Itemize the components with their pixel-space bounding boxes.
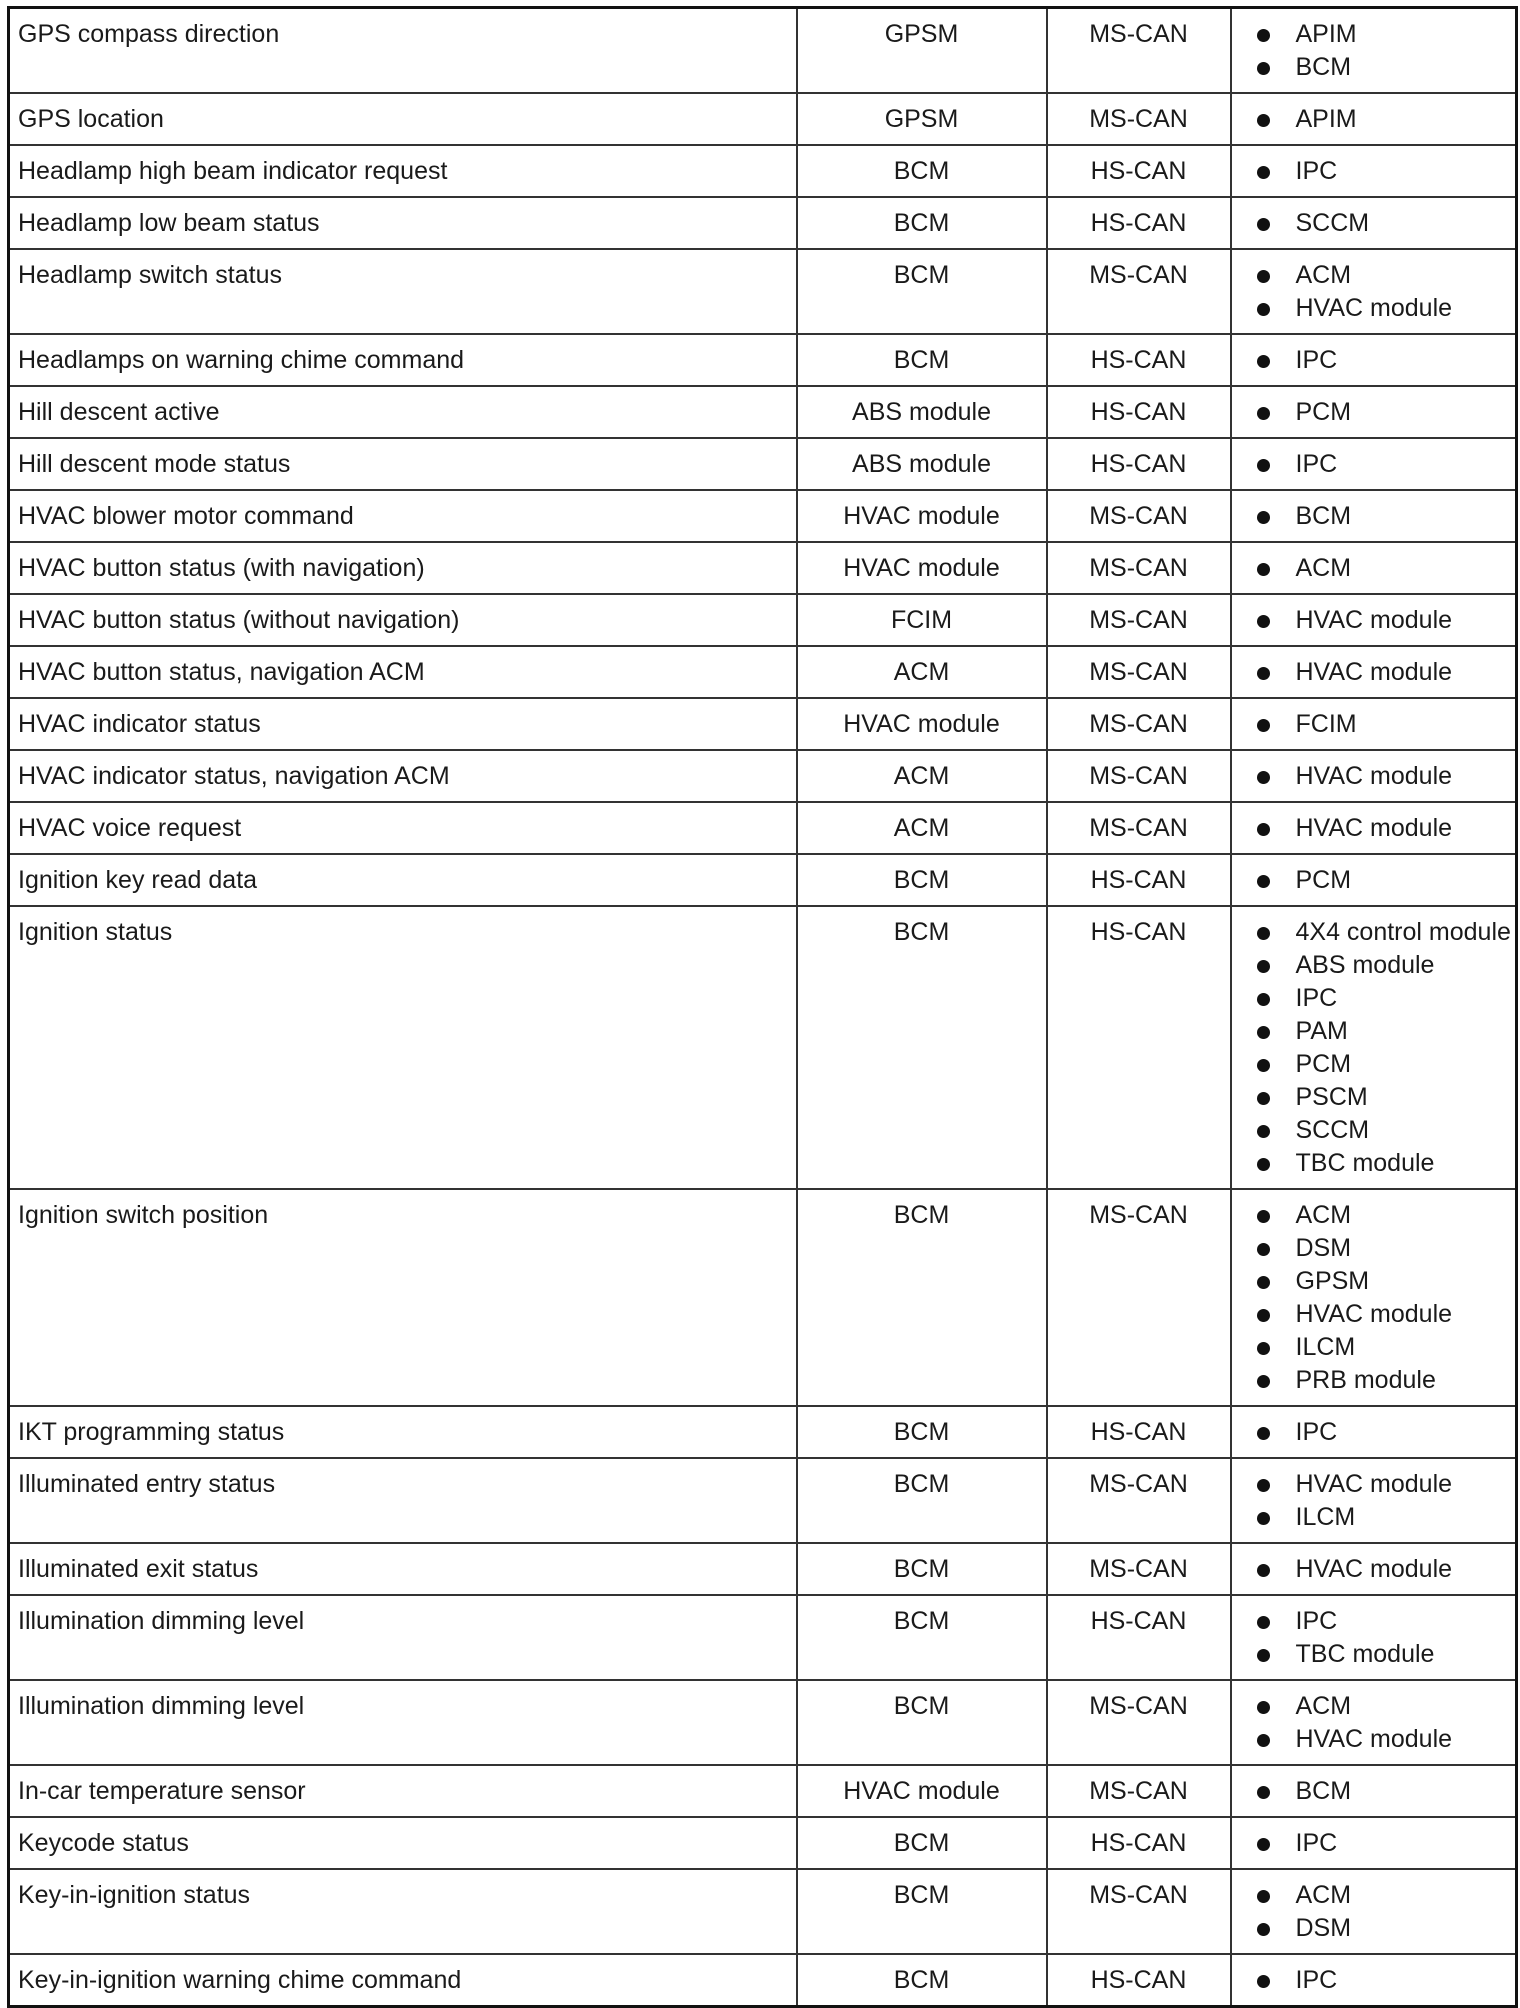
signal-name-cell: GPS location bbox=[9, 93, 797, 145]
signal-name-cell: Key-in-ignition status bbox=[9, 1869, 797, 1954]
receiver-label: DSM bbox=[1295, 1234, 1352, 1262]
network-cell: HS-CAN bbox=[1047, 386, 1231, 438]
network-cell: MS-CAN bbox=[1047, 1543, 1231, 1595]
receiver-list-item bbox=[1240, 1468, 1508, 1501]
receiver-list-item bbox=[1240, 396, 1508, 429]
receiver-label: IPC bbox=[1295, 450, 1338, 478]
transmitting-module-cell: HVAC module bbox=[797, 698, 1047, 750]
receiver-label: IPC bbox=[1295, 1829, 1338, 1857]
receiver-label: PSCM bbox=[1295, 1083, 1368, 1111]
receiver-list-item bbox=[1240, 1638, 1508, 1671]
table-row bbox=[9, 490, 1517, 542]
bullet-icon bbox=[1257, 166, 1270, 179]
receiver-list bbox=[1240, 1964, 1508, 1997]
receiver-label: TBC module bbox=[1295, 1640, 1435, 1668]
receiver-label: ILCM bbox=[1295, 1503, 1356, 1531]
transmitting-module-cell: ABS module bbox=[797, 386, 1047, 438]
network-cell: HS-CAN bbox=[1047, 334, 1231, 386]
receiving-modules-cell bbox=[1231, 1817, 1517, 1869]
network-cell: MS-CAN bbox=[1047, 1458, 1231, 1543]
receiver-list bbox=[1240, 500, 1508, 533]
table-row bbox=[9, 1869, 1517, 1954]
receiver-label: IPC bbox=[1295, 157, 1338, 185]
table-row bbox=[9, 197, 1517, 249]
bullet-icon bbox=[1257, 1243, 1270, 1256]
receiver-list bbox=[1240, 344, 1508, 377]
receiver-label: BCM bbox=[1295, 53, 1352, 81]
signal-name-cell: Headlamp switch status bbox=[9, 249, 797, 334]
receiver-label: ACM bbox=[1295, 1692, 1352, 1720]
network-cell: HS-CAN bbox=[1047, 1406, 1231, 1458]
table-row bbox=[9, 438, 1517, 490]
signal-name-cell: Headlamp high beam indicator request bbox=[9, 145, 797, 197]
transmitting-module-cell: HVAC module bbox=[797, 490, 1047, 542]
table-row bbox=[9, 93, 1517, 145]
receiver-list bbox=[1240, 708, 1508, 741]
transmitting-module-cell: GPSM bbox=[797, 93, 1047, 145]
bullet-icon bbox=[1257, 960, 1270, 973]
receiving-modules-cell bbox=[1231, 197, 1517, 249]
receiver-list-item bbox=[1240, 1232, 1508, 1265]
receiver-label: HVAC module bbox=[1295, 814, 1453, 842]
receiver-list-item bbox=[1240, 1147, 1508, 1180]
receiving-modules-cell bbox=[1231, 438, 1517, 490]
bullet-icon bbox=[1257, 927, 1270, 940]
network-cell: HS-CAN bbox=[1047, 906, 1231, 1189]
receiver-list bbox=[1240, 1468, 1508, 1534]
receiver-label: HVAC module bbox=[1295, 294, 1453, 322]
receiver-label: SCCM bbox=[1295, 1116, 1370, 1144]
bullet-icon bbox=[1257, 1059, 1270, 1072]
transmitting-module-cell: BCM bbox=[797, 1406, 1047, 1458]
table-row bbox=[9, 1595, 1517, 1680]
receiving-modules-cell bbox=[1231, 1869, 1517, 1954]
bullet-icon bbox=[1257, 1838, 1270, 1851]
receiver-label: IPC bbox=[1295, 1607, 1338, 1635]
transmitting-module-cell: BCM bbox=[797, 334, 1047, 386]
document-page bbox=[7, 6, 1515, 2008]
bullet-icon bbox=[1257, 993, 1270, 1006]
receiver-label: APIM bbox=[1295, 105, 1357, 133]
receiving-modules-cell bbox=[1231, 1765, 1517, 1817]
receiver-list-item bbox=[1240, 1827, 1508, 1860]
receiver-list-item bbox=[1240, 1723, 1508, 1756]
transmitting-module-cell: BCM bbox=[797, 1458, 1047, 1543]
signal-name-cell: Hill descent mode status bbox=[9, 438, 797, 490]
table-row bbox=[9, 1817, 1517, 1869]
signal-name-cell: Keycode status bbox=[9, 1817, 797, 1869]
network-cell: MS-CAN bbox=[1047, 594, 1231, 646]
transmitting-module-cell: BCM bbox=[797, 1189, 1047, 1406]
bullet-icon bbox=[1257, 1701, 1270, 1714]
receiver-list bbox=[1240, 259, 1508, 325]
signal-name-cell: Ignition switch position bbox=[9, 1189, 797, 1406]
receiver-label: GPSM bbox=[1295, 1267, 1370, 1295]
receiver-list-item bbox=[1240, 103, 1508, 136]
network-cell: MS-CAN bbox=[1047, 1765, 1231, 1817]
table-row bbox=[9, 1458, 1517, 1543]
bullet-icon bbox=[1257, 1512, 1270, 1525]
transmitting-module-cell: FCIM bbox=[797, 594, 1047, 646]
receiver-list-item bbox=[1240, 1605, 1508, 1638]
bullet-icon bbox=[1257, 1092, 1270, 1105]
receiver-list-item bbox=[1240, 1081, 1508, 1114]
receiver-list-item bbox=[1240, 760, 1508, 793]
signal-name-cell: GPS compass direction bbox=[9, 8, 797, 94]
receiver-list bbox=[1240, 1775, 1508, 1808]
receiver-list-item bbox=[1240, 864, 1508, 897]
receiver-label: ACM bbox=[1295, 261, 1352, 289]
bullet-icon bbox=[1257, 1309, 1270, 1322]
receiver-label: IPC bbox=[1295, 1418, 1338, 1446]
network-cell: HS-CAN bbox=[1047, 1817, 1231, 1869]
receiving-modules-cell bbox=[1231, 542, 1517, 594]
bullet-icon bbox=[1257, 667, 1270, 680]
signal-name-cell: Illumination dimming level bbox=[9, 1680, 797, 1765]
receiving-modules-cell bbox=[1231, 145, 1517, 197]
bullet-icon bbox=[1257, 1975, 1270, 1988]
network-cell: MS-CAN bbox=[1047, 542, 1231, 594]
receiver-label: HVAC module bbox=[1295, 1725, 1453, 1753]
receiver-list bbox=[1240, 396, 1508, 429]
signal-name-cell: Hill descent active bbox=[9, 386, 797, 438]
receiver-list-item bbox=[1240, 1964, 1508, 1997]
receiver-list-item bbox=[1240, 1364, 1508, 1397]
receiver-label: ACM bbox=[1295, 554, 1352, 582]
table-row bbox=[9, 750, 1517, 802]
table-row bbox=[9, 698, 1517, 750]
bullet-icon bbox=[1257, 1276, 1270, 1289]
receiver-list bbox=[1240, 155, 1508, 188]
table-row bbox=[9, 1680, 1517, 1765]
network-cell: HS-CAN bbox=[1047, 197, 1231, 249]
receiver-list-item bbox=[1240, 1199, 1508, 1232]
table-row bbox=[9, 802, 1517, 854]
receiving-modules-cell bbox=[1231, 1595, 1517, 1680]
network-cell: MS-CAN bbox=[1047, 1189, 1231, 1406]
receiver-label: HVAC module bbox=[1295, 606, 1453, 634]
receiver-label: PAM bbox=[1295, 1017, 1348, 1045]
bullet-icon bbox=[1257, 615, 1270, 628]
transmitting-module-cell: BCM bbox=[797, 1680, 1047, 1765]
receiver-list-item bbox=[1240, 1553, 1508, 1586]
transmitting-module-cell: ACM bbox=[797, 802, 1047, 854]
bullet-icon bbox=[1257, 114, 1270, 127]
receiving-modules-cell bbox=[1231, 1189, 1517, 1406]
receiver-list-item bbox=[1240, 1416, 1508, 1449]
signal-name-cell: Ignition key read data bbox=[9, 854, 797, 906]
receiver-list-item bbox=[1240, 1048, 1508, 1081]
signal-name-cell: Illuminated exit status bbox=[9, 1543, 797, 1595]
signal-name-cell: HVAC indicator status, navigation ACM bbox=[9, 750, 797, 802]
receiver-list bbox=[1240, 1605, 1508, 1671]
receiving-modules-cell bbox=[1231, 646, 1517, 698]
receiver-label: PCM bbox=[1295, 866, 1352, 894]
table-row bbox=[9, 906, 1517, 1189]
receiver-list-item bbox=[1240, 1912, 1508, 1945]
transmitting-module-cell: BCM bbox=[797, 1543, 1047, 1595]
bullet-icon bbox=[1257, 1890, 1270, 1903]
receiver-list-item bbox=[1240, 18, 1508, 51]
table-row bbox=[9, 334, 1517, 386]
network-message-table bbox=[7, 6, 1518, 2008]
receiver-list-item bbox=[1240, 1015, 1508, 1048]
bullet-icon bbox=[1257, 62, 1270, 75]
network-cell: MS-CAN bbox=[1047, 490, 1231, 542]
receiver-list-item bbox=[1240, 1114, 1508, 1147]
transmitting-module-cell: BCM bbox=[797, 906, 1047, 1189]
receiver-list-item bbox=[1240, 604, 1508, 637]
bullet-icon bbox=[1257, 719, 1270, 732]
receiver-label: ILCM bbox=[1295, 1333, 1356, 1361]
receiver-label: ACM bbox=[1295, 1881, 1352, 1909]
bullet-icon bbox=[1257, 875, 1270, 888]
bullet-icon bbox=[1257, 270, 1270, 283]
receiver-label: HVAC module bbox=[1295, 658, 1453, 686]
network-cell: HS-CAN bbox=[1047, 438, 1231, 490]
signal-name-cell: HVAC button status (without navigation) bbox=[9, 594, 797, 646]
bullet-icon bbox=[1257, 1564, 1270, 1577]
receiver-label: IPC bbox=[1295, 346, 1338, 374]
bullet-icon bbox=[1257, 1649, 1270, 1662]
bullet-icon bbox=[1257, 1734, 1270, 1747]
bullet-icon bbox=[1257, 1342, 1270, 1355]
receiver-list-item bbox=[1240, 1690, 1508, 1723]
bullet-icon bbox=[1257, 355, 1270, 368]
receiver-list-item bbox=[1240, 1298, 1508, 1331]
receiver-label: HVAC module bbox=[1295, 1555, 1453, 1583]
receiving-modules-cell bbox=[1231, 854, 1517, 906]
signal-name-cell: Illumination dimming level bbox=[9, 1595, 797, 1680]
receiver-label: ABS module bbox=[1295, 951, 1435, 979]
receiver-label: HVAC module bbox=[1295, 762, 1453, 790]
bullet-icon bbox=[1257, 1427, 1270, 1440]
receiver-list bbox=[1240, 1416, 1508, 1449]
receiving-modules-cell bbox=[1231, 1680, 1517, 1765]
receiver-label: FCIM bbox=[1295, 710, 1357, 738]
receiver-list bbox=[1240, 1827, 1508, 1860]
signal-name-cell: Key-in-ignition warning chime command bbox=[9, 1954, 797, 2007]
table-row bbox=[9, 386, 1517, 438]
bullet-icon bbox=[1257, 511, 1270, 524]
transmitting-module-cell: BCM bbox=[797, 1954, 1047, 2007]
bullet-icon bbox=[1257, 1479, 1270, 1492]
receiver-list bbox=[1240, 1690, 1508, 1756]
signal-name-cell: HVAC button status, navigation ACM bbox=[9, 646, 797, 698]
receiver-label: HVAC module bbox=[1295, 1300, 1453, 1328]
receiver-label: PCM bbox=[1295, 398, 1352, 426]
signal-name-cell: IKT programming status bbox=[9, 1406, 797, 1458]
bullet-icon bbox=[1257, 29, 1270, 42]
receiver-list bbox=[1240, 1553, 1508, 1586]
bullet-icon bbox=[1257, 1923, 1270, 1936]
receiving-modules-cell bbox=[1231, 1406, 1517, 1458]
bullet-icon bbox=[1257, 563, 1270, 576]
receiving-modules-cell bbox=[1231, 802, 1517, 854]
receiver-list-item bbox=[1240, 207, 1508, 240]
signal-name-cell: In-car temperature sensor bbox=[9, 1765, 797, 1817]
transmitting-module-cell: ACM bbox=[797, 646, 1047, 698]
bullet-icon bbox=[1257, 1786, 1270, 1799]
receiver-label: APIM bbox=[1295, 20, 1357, 48]
receiver-list-item bbox=[1240, 1331, 1508, 1364]
receiving-modules-cell bbox=[1231, 906, 1517, 1189]
receiver-list bbox=[1240, 207, 1508, 240]
signal-name-cell: HVAC button status (with navigation) bbox=[9, 542, 797, 594]
table-row bbox=[9, 1189, 1517, 1406]
transmitting-module-cell: HVAC module bbox=[797, 542, 1047, 594]
network-cell: MS-CAN bbox=[1047, 646, 1231, 698]
network-cell: HS-CAN bbox=[1047, 145, 1231, 197]
transmitting-module-cell: GPSM bbox=[797, 8, 1047, 94]
bullet-icon bbox=[1257, 407, 1270, 420]
receiver-list bbox=[1240, 448, 1508, 481]
signal-name-cell: Headlamp low beam status bbox=[9, 197, 797, 249]
receiver-list bbox=[1240, 1199, 1508, 1397]
signal-name-cell: HVAC blower motor command bbox=[9, 490, 797, 542]
table-body bbox=[9, 8, 1517, 2007]
transmitting-module-cell: HVAC module bbox=[797, 1765, 1047, 1817]
bullet-icon bbox=[1257, 771, 1270, 784]
receiver-list-item bbox=[1240, 155, 1508, 188]
receiver-list-item bbox=[1240, 259, 1508, 292]
network-cell: MS-CAN bbox=[1047, 8, 1231, 94]
bullet-icon bbox=[1257, 1210, 1270, 1223]
receiver-label: SCCM bbox=[1295, 209, 1370, 237]
table-row bbox=[9, 542, 1517, 594]
receiving-modules-cell bbox=[1231, 8, 1517, 94]
transmitting-module-cell: ABS module bbox=[797, 438, 1047, 490]
transmitting-module-cell: BCM bbox=[797, 145, 1047, 197]
receiver-list-item bbox=[1240, 656, 1508, 689]
receiving-modules-cell bbox=[1231, 1954, 1517, 2007]
receiver-list bbox=[1240, 760, 1508, 793]
bullet-icon bbox=[1257, 1125, 1270, 1138]
transmitting-module-cell: BCM bbox=[797, 197, 1047, 249]
receiver-list-item bbox=[1240, 949, 1508, 982]
receiving-modules-cell bbox=[1231, 1458, 1517, 1543]
network-cell: MS-CAN bbox=[1047, 802, 1231, 854]
transmitting-module-cell: BCM bbox=[797, 1869, 1047, 1954]
receiver-label: HVAC module bbox=[1295, 1470, 1453, 1498]
receiver-list bbox=[1240, 1879, 1508, 1945]
network-cell: HS-CAN bbox=[1047, 1954, 1231, 2007]
receiving-modules-cell bbox=[1231, 93, 1517, 145]
receiver-list-item bbox=[1240, 1265, 1508, 1298]
receiver-list-item bbox=[1240, 552, 1508, 585]
signal-name-cell: HVAC voice request bbox=[9, 802, 797, 854]
signal-name-cell: Ignition status bbox=[9, 906, 797, 1189]
table-row bbox=[9, 1543, 1517, 1595]
bullet-icon bbox=[1257, 459, 1270, 472]
receiver-label: 4X4 control module bbox=[1295, 918, 1511, 946]
receiver-list bbox=[1240, 812, 1508, 845]
receiver-list-item bbox=[1240, 500, 1508, 533]
receiver-label: BCM bbox=[1295, 502, 1352, 530]
transmitting-module-cell: BCM bbox=[797, 1817, 1047, 1869]
receiver-list bbox=[1240, 604, 1508, 637]
receiver-list bbox=[1240, 656, 1508, 689]
transmitting-module-cell: ACM bbox=[797, 750, 1047, 802]
signal-name-cell: HVAC indicator status bbox=[9, 698, 797, 750]
transmitting-module-cell: BCM bbox=[797, 854, 1047, 906]
receiver-list-item bbox=[1240, 51, 1508, 84]
receiver-label: PRB module bbox=[1295, 1366, 1436, 1394]
table-row bbox=[9, 1954, 1517, 2007]
receiving-modules-cell bbox=[1231, 249, 1517, 334]
signal-name-cell: Illuminated entry status bbox=[9, 1458, 797, 1543]
bullet-icon bbox=[1257, 218, 1270, 231]
table-row bbox=[9, 854, 1517, 906]
network-cell: MS-CAN bbox=[1047, 249, 1231, 334]
receiver-list-item bbox=[1240, 982, 1508, 1015]
network-cell: MS-CAN bbox=[1047, 698, 1231, 750]
receiving-modules-cell bbox=[1231, 750, 1517, 802]
receiving-modules-cell bbox=[1231, 594, 1517, 646]
receiver-list bbox=[1240, 103, 1508, 136]
receiver-list bbox=[1240, 864, 1508, 897]
network-cell: MS-CAN bbox=[1047, 750, 1231, 802]
receiver-list-item bbox=[1240, 812, 1508, 845]
signal-name-cell: Headlamps on warning chime command bbox=[9, 334, 797, 386]
bullet-icon bbox=[1257, 1375, 1270, 1388]
receiver-label: IPC bbox=[1295, 1966, 1338, 1994]
transmitting-module-cell: BCM bbox=[797, 249, 1047, 334]
table-row bbox=[9, 646, 1517, 698]
receiving-modules-cell bbox=[1231, 1543, 1517, 1595]
network-cell: HS-CAN bbox=[1047, 854, 1231, 906]
receiving-modules-cell bbox=[1231, 490, 1517, 542]
receiver-list bbox=[1240, 18, 1508, 84]
receiver-list bbox=[1240, 552, 1508, 585]
receiver-list-item bbox=[1240, 1775, 1508, 1808]
bullet-icon bbox=[1257, 1616, 1270, 1629]
network-cell: MS-CAN bbox=[1047, 93, 1231, 145]
network-cell: MS-CAN bbox=[1047, 1869, 1231, 1954]
table-row bbox=[9, 594, 1517, 646]
receiver-list-item bbox=[1240, 1501, 1508, 1534]
table-row bbox=[9, 8, 1517, 94]
receiver-list-item bbox=[1240, 344, 1508, 377]
table-row bbox=[9, 145, 1517, 197]
receiver-label: PCM bbox=[1295, 1050, 1352, 1078]
table-row bbox=[9, 1406, 1517, 1458]
table-row bbox=[9, 249, 1517, 334]
receiver-label: DSM bbox=[1295, 1914, 1352, 1942]
receiving-modules-cell bbox=[1231, 698, 1517, 750]
receiving-modules-cell bbox=[1231, 334, 1517, 386]
bullet-icon bbox=[1257, 1158, 1270, 1171]
receiver-list bbox=[1240, 916, 1511, 1180]
transmitting-module-cell: BCM bbox=[797, 1595, 1047, 1680]
receiver-list-item bbox=[1240, 916, 1511, 949]
network-cell: HS-CAN bbox=[1047, 1595, 1231, 1680]
receiver-list-item bbox=[1240, 292, 1508, 325]
receiver-label: ACM bbox=[1295, 1201, 1352, 1229]
receiver-label: TBC module bbox=[1295, 1149, 1435, 1177]
network-cell: MS-CAN bbox=[1047, 1680, 1231, 1765]
bullet-icon bbox=[1257, 1026, 1270, 1039]
bullet-icon bbox=[1257, 823, 1270, 836]
receiver-list-item bbox=[1240, 708, 1508, 741]
receiver-list-item bbox=[1240, 448, 1508, 481]
bullet-icon bbox=[1257, 303, 1270, 316]
receiving-modules-cell bbox=[1231, 386, 1517, 438]
receiver-label: BCM bbox=[1295, 1777, 1352, 1805]
receiver-label: IPC bbox=[1295, 984, 1338, 1012]
table-row bbox=[9, 1765, 1517, 1817]
